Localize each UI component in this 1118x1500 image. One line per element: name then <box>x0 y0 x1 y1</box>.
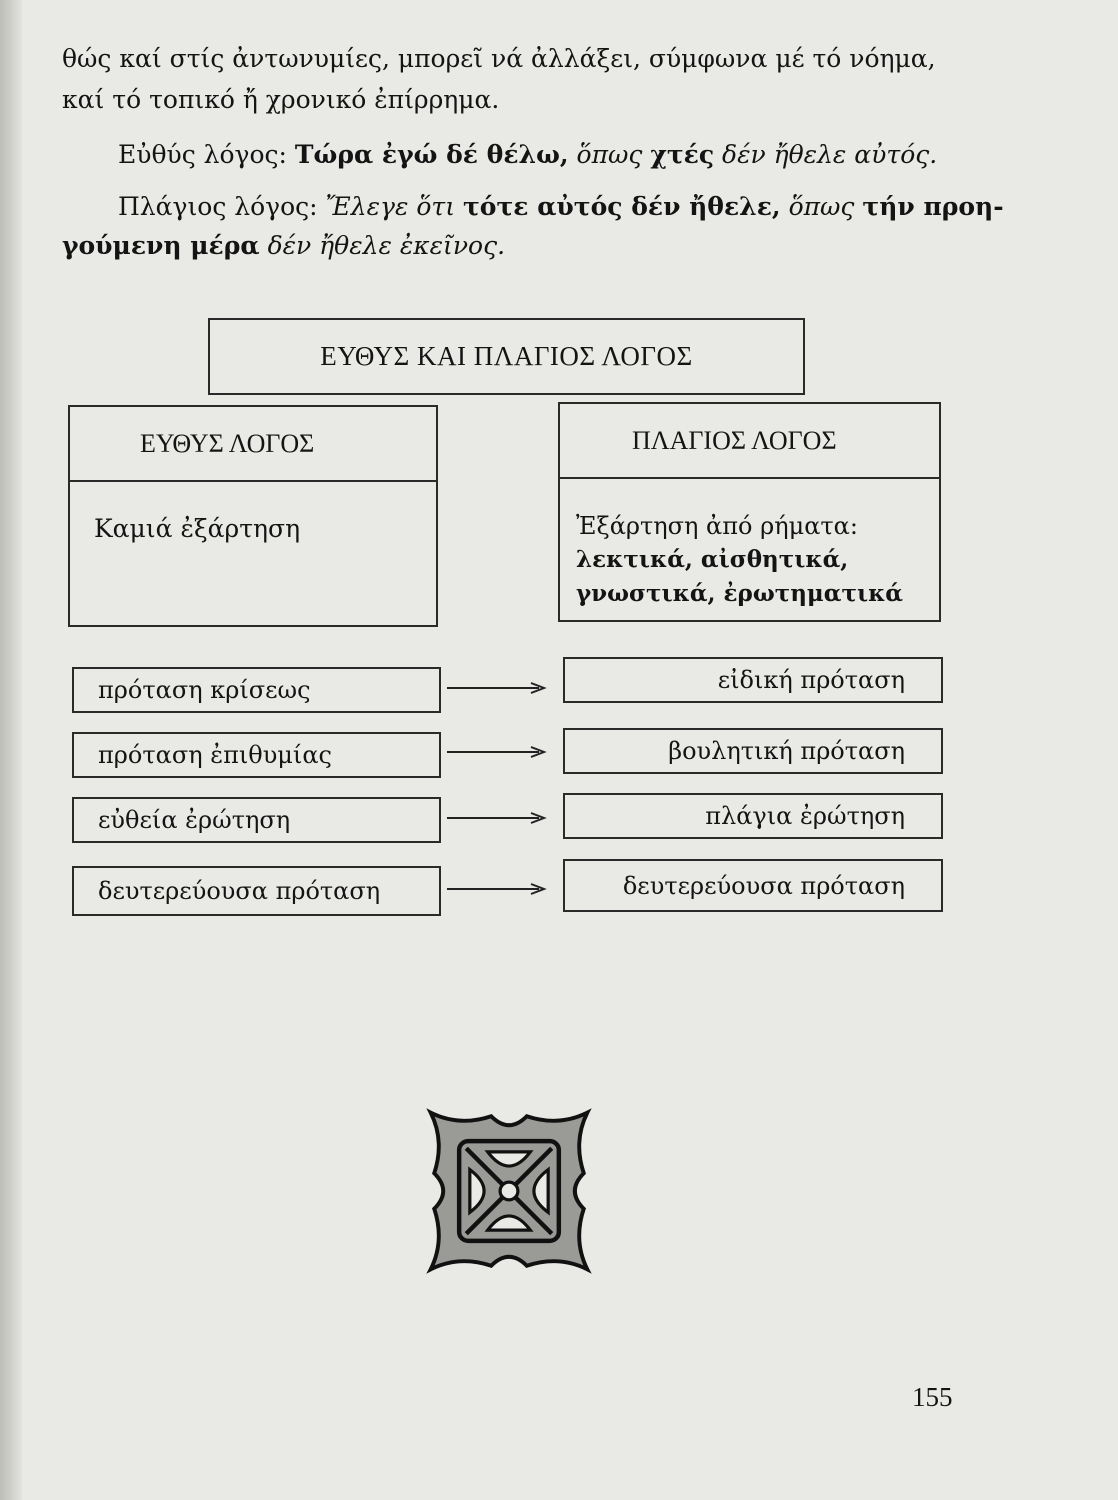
indirect-speech-body-line: γνωστικά, ἐρωτηματικά <box>576 580 904 607</box>
left-row-text: δευτερεύουσα πρόταση <box>98 877 381 905</box>
example-bold: τότε αὐτός δέν ἤθελε, <box>462 192 781 221</box>
indirect-speech-header-text: ΠΛΑΓΙΟΣ ΛΟΓΟΣ <box>632 425 837 455</box>
arrow-right-icon <box>447 882 547 896</box>
example-italic: ὅπως <box>576 140 643 169</box>
right-row-box <box>563 793 943 839</box>
diagram-title: ΕΥΘΥΣ ΚΑΙ ΠΛΑΓΙΟΣ ΛΟΓΟΣ <box>320 341 693 371</box>
right-row-box <box>563 728 943 774</box>
example-bold: τήν προη- <box>862 192 1004 221</box>
example-bold: γούμενη μέρα <box>62 231 260 260</box>
right-row-text: πλάγια ἐρώτηση <box>705 802 905 830</box>
indirect-speech-body-line: λεκτικά, αἰσθητικά, <box>576 546 849 573</box>
indirect-speech-body-line: Ἐξάρτηση ἀπό ρήματα: <box>576 512 858 540</box>
example-italic: ὅπως <box>788 192 855 221</box>
left-row-text: εὐθεία ἐρώτηση <box>98 806 291 834</box>
indirect-speech-example-line-2 <box>62 231 505 261</box>
direct-speech-header-text: ΕΥΘΥΣ ΛΟΓΟΣ <box>140 428 315 458</box>
left-row-box <box>72 797 441 843</box>
right-row-box <box>563 859 943 912</box>
decorative-ornament-icon <box>420 1102 598 1280</box>
example-bold: χτές <box>650 140 715 169</box>
left-row-text: πρόταση ἐπιθυμίας <box>98 741 332 769</box>
indirect-speech-example-line-1 <box>118 192 1004 222</box>
right-row-text: δευτερεύουσα πρόταση <box>622 871 905 900</box>
arrow-right-icon <box>447 681 547 695</box>
left-row-box <box>72 732 441 778</box>
right-row-text: βουλητική πρόταση <box>668 737 905 765</box>
direct-speech-body <box>70 482 436 543</box>
indirect-speech-box <box>558 402 941 622</box>
direct-speech-example <box>118 140 937 170</box>
example-label: Εὐθύς λόγος: <box>118 140 287 169</box>
paragraph-line-2: καί τό τοπικό ἤ χρονικό ἐπίρρημα. <box>62 85 500 114</box>
example-italic: δέν ἤθελε αὐτός. <box>722 140 938 169</box>
example-italic: δέν ἤθελε ἐκεῖνος. <box>267 231 506 260</box>
example-label: Πλάγιος λόγος: <box>118 192 318 221</box>
direct-speech-box <box>68 405 438 627</box>
arrow-right-icon <box>447 745 547 759</box>
right-row-box <box>563 657 943 703</box>
indirect-speech-body <box>560 479 939 611</box>
left-row-text: πρόταση κρίσεως <box>98 676 311 704</box>
right-row-text: εἰδική πρόταση <box>717 666 905 694</box>
diagram-title-box <box>208 318 805 395</box>
direct-speech-header <box>70 407 436 482</box>
paragraph-line-1: θώς καί στίς ἀντωνυμίες, μπορεῖ νά ἀλλάξει, σύμφωνα μέ τό νόημα, <box>62 44 936 73</box>
arrow-right-icon <box>447 811 547 825</box>
left-row-box <box>72 866 441 916</box>
direct-speech-body-text: Καμιά ἐξάρτηση <box>94 514 301 543</box>
example-bold: Τώρα ἐγώ δέ θέλω, <box>294 140 569 169</box>
page-edge <box>0 0 22 1500</box>
left-row-box <box>72 667 441 713</box>
example-italic: Ἔλεγε ὅτι <box>325 192 456 221</box>
indirect-speech-header <box>560 404 939 479</box>
page-number: 155 <box>912 1382 953 1412</box>
